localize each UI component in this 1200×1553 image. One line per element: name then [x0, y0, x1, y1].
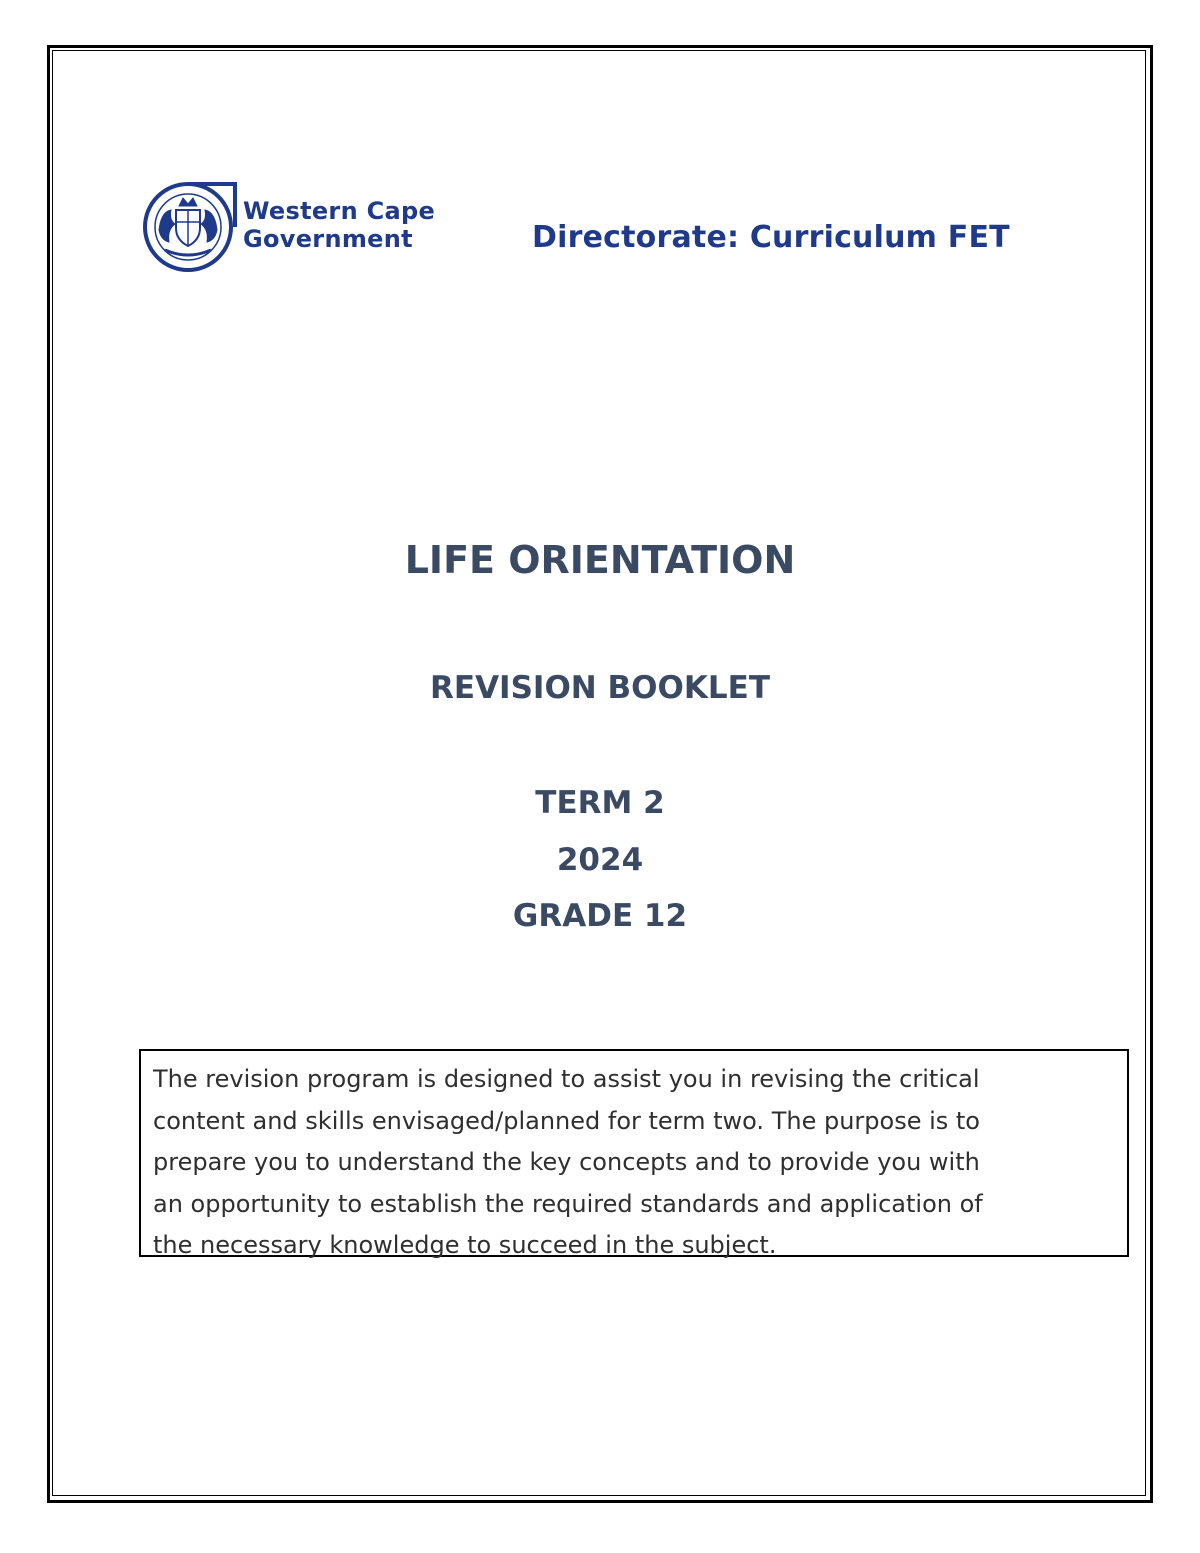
info-line: content and skills envisaged/planned for term two. The purpose is to: [153, 1106, 980, 1135]
year-label: 2024: [556, 842, 644, 878]
info-line: The revision program is designed to assist you in revising the critical: [153, 1065, 980, 1093]
term-label: TERM 2: [535, 785, 665, 821]
grade-label: GRADE 12: [512, 898, 688, 934]
directorate-heading: Directorate: Curriculum FET: [532, 220, 1010, 255]
document-title: LIFE ORIENTATION: [404, 538, 796, 582]
info-paragraph: [153, 1059, 1053, 1267]
logo-name-line2: Government: [243, 225, 413, 253]
logo-name-line1: Western Cape: [243, 197, 436, 225]
info-line: an opportunity to establish the required standards and application of: [153, 1189, 983, 1218]
document-subtitle: REVISION BOOKLET: [430, 670, 770, 706]
coat-of-arms-icon: [145, 184, 235, 270]
info-line: the necessary knowledge to succeed in the subject.: [153, 1231, 777, 1259]
logo-wordmark: [243, 197, 435, 253]
info-line: prepare you to understand the key concepts and to provide you with: [153, 1148, 980, 1176]
